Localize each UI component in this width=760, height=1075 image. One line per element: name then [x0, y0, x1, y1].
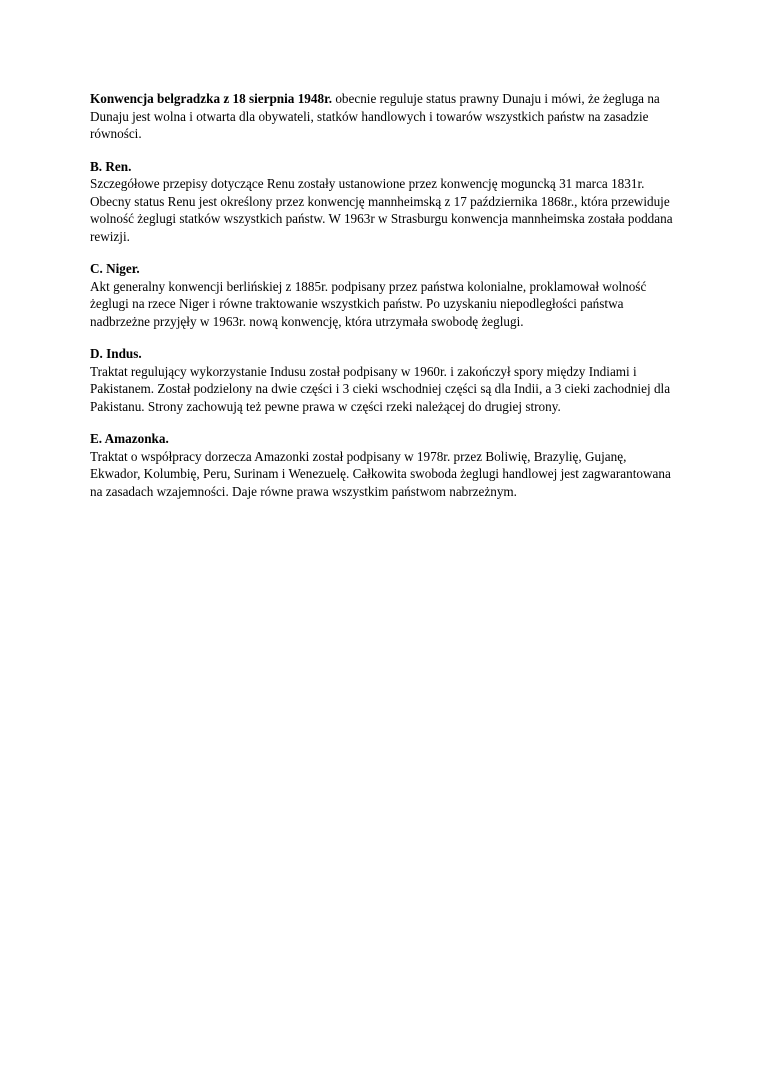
section-indus: [90, 345, 680, 415]
section-text: Akt generalny konwencji berlińskiej z 1885r. podpisany przez państwa kolonialne, proklamował wolność żeglugi na rzece Niger i równe traktowanie wszystkich państw. Po uzyskaniu niepodległości państwa nadbrzeżne przyjęły w 1963r. nową konwencję, która utrzymała swobodę żeglugi.: [90, 278, 647, 329]
section-ren: [90, 158, 680, 246]
section-amazonka: [90, 430, 680, 500]
section-text: Traktat regulujący wykorzystanie Indusu został podpisany w 1960r. i zakończył spory między Indiami i Pakistanem. Został podzielony na dwie części i 3 cieki wschodniej części są dla Indii, a 3 cieki zachodniej dla Pakistanu. Strony zachowują też pewne prawa w części rzeki należącej do drugiej strony.: [90, 363, 671, 414]
section-heading: C. Niger.: [90, 261, 140, 276]
section-heading: B. Ren.: [90, 158, 132, 174]
intro-text: obecnie reguluje status prawny Dunaju i mówi, że żegluga na Dunaju jest wolna i otwarta dla obywateli, statków handlowych i towarów wszystkich państw na zasadzie równości.: [90, 91, 660, 141]
section-text: Traktat o współpracy dorzecza Amazonki został podpisany w 1978r. przez Boliwię, Brazylię, Gujanę, Ekwador, Kolumbię, Peru, Surinam i Wenezuelę. Całkowita swoboda żeglugi handlowej jest zagwarantowana na zasadach wzajemności. Daje równe prawa wszystkim państwom nabrzeżnym.: [90, 448, 671, 499]
section-niger: [90, 260, 680, 330]
section-heading: D. Indus.: [90, 346, 142, 361]
document-page: [90, 90, 680, 515]
intro-paragraph: [90, 90, 680, 143]
intro-lead: Konwencja belgradzka z 18 sierpnia 1948r.: [90, 91, 333, 106]
section-text: Szczegółowe przepisy dotyczące Renu zostały ustanowione przez konwencję moguncką 31 marca 1831r. Obecny status Renu jest określony przez konwencję mannheimską z 17 października 1868r., która przewiduje wolność żeglugi statków wszystkich państw. W 1963r w Strasburgu konwencja mannheimska została poddana rewizji.: [90, 176, 673, 244]
section-heading: E. Amazonka.: [90, 431, 169, 446]
